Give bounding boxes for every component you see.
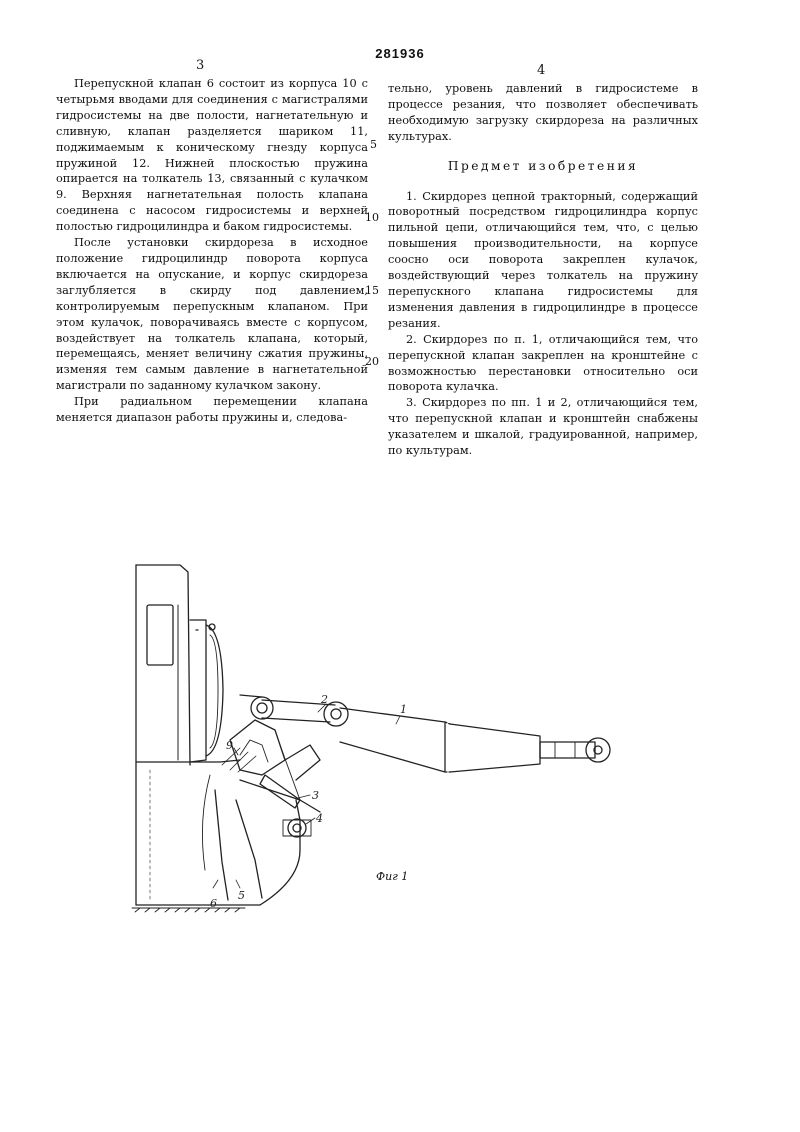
claim: 2. Скирдорез по п. 1, отличающийся тем, что перепускной клапан закреплен на кронштейне с возможностью перестановки относительно оси поворота кулачка. (388, 332, 698, 394)
cam-assembly (222, 720, 320, 780)
claim: 1. Скирдорез цепной тракторный, содержащий поворотный посредством гидроцилиндра корпус пильной цепи, отличающийся тем, что, с целью повышения производительности, на корпусе соосно оси поворота закреплен кулачок, воздействующий через толкатель на пружину перепускного клапана гидросистемы для изменения давления в гидроцилиндре в процессе резания. (388, 189, 698, 330)
claim: 3. Скирдорез по пп. 1 и 2, отличающийся тем, что перепускной клапан и кронштейн снабжены указателем и шкалой, градуированной, например, по культурам. (388, 396, 698, 458)
paragraph: тельно, уровень давлений в гидросистеме в процессе резания, что позволяет обеспечивать необходимую загрузку скирдореза на различных культурах. (388, 82, 698, 143)
figure-caption: Фиг 1 (376, 870, 409, 883)
upper-link (240, 695, 348, 726)
claims-heading: Предмет изобретения (447, 158, 639, 173)
paragraph: Перепускной клапан 6 состоит из корпуса 10 с четырьмя вводами для соединения с магистралями гидросистемы на две полости, нагнетательную и сливную, клапан разделяется шариком 11, поджимаемым к коническому гнезду корпуса пружиной 12. Нижней плоскостью пружина опирается на толкатель 13, связанный с кулачком 9. Верхняя нагнетательная полость клапана соединена с насосом гидросистемы и верхней полостью гидроцилиндра и баком гидросистемы. (56, 77, 368, 234)
line-number: 5 (370, 138, 377, 151)
hydraulic-cylinder (260, 745, 320, 812)
line-number: 20 (365, 355, 379, 368)
label-5: 5 (238, 889, 245, 902)
bypass-valve (283, 819, 311, 837)
label-1: 1 (400, 703, 407, 716)
right-column-number: 4 (537, 63, 546, 78)
cutter-arm (340, 708, 610, 772)
cutter-housing (202, 775, 262, 900)
label-4: 4 (316, 812, 323, 825)
paragraph: После установки скирдореза в исходное положение гидроцилиндр поворота корпуса включается на опускание, и корпус скирдореза заглубляется в скирду под давлением, контролируемым перепускным клапаном. При этом кулачок, поворачиваясь вместе с корпусом, воздействует на толкатель клапана, который, перемещаясь, меняет величину сжатия пружины, изменяя тем самым давление в нагнетательной магистрали по заданному кулачком закону. (56, 236, 368, 393)
label-3: 3 (312, 789, 319, 802)
label-9: 9 (226, 739, 233, 752)
left-column-number: 3 (196, 58, 205, 73)
label-6: 6 (210, 897, 217, 910)
leader-lines (213, 705, 400, 888)
line-number: 10 (365, 211, 379, 224)
ground-line (132, 908, 245, 912)
patent-number: 281936 (375, 46, 425, 61)
line-number: 15 (365, 284, 379, 297)
paragraph: При радиальном перемещении клапана меняется диапазон работы пружины и, следова- (56, 395, 368, 425)
tractor-cab (136, 565, 223, 905)
label-2: 2 (321, 693, 328, 706)
